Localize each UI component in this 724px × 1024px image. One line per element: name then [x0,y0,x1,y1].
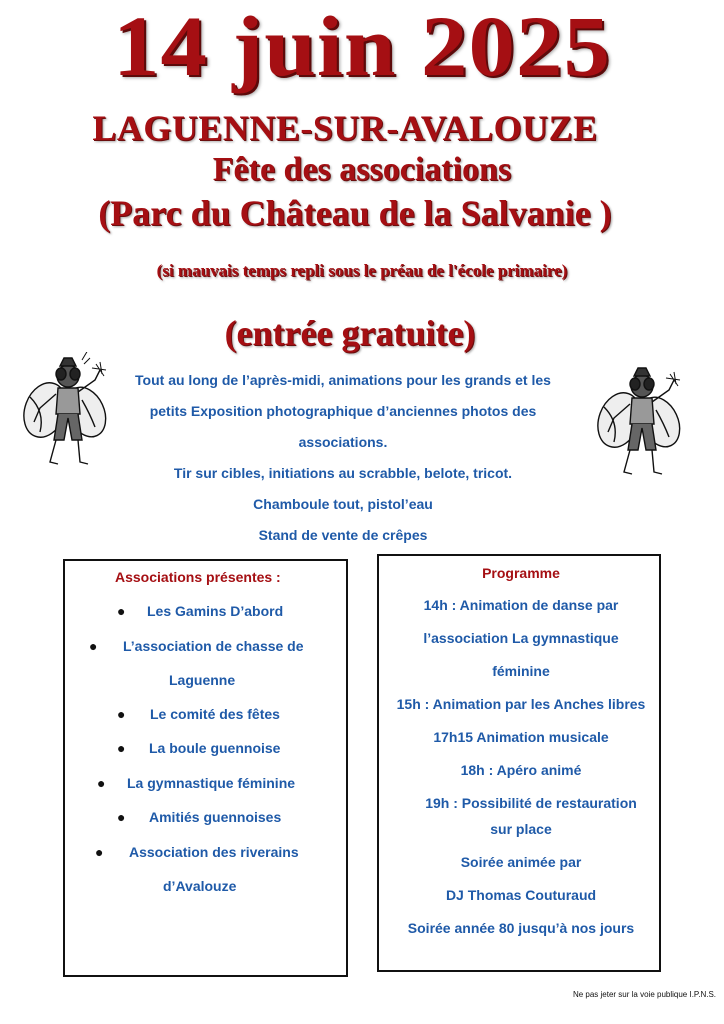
programme-line: 19h : Possibilité de restauration [425,795,637,811]
bullet-icon: ● [117,740,126,756]
programme-line: féminine [492,663,550,679]
bullet-icon: ● [117,603,126,619]
programme-line: Soirée animée par [460,854,582,870]
programme-line: sur place [490,821,552,837]
programme-line: DJ Thomas Couturaud [445,887,597,903]
associations-title: Associations présentes : [115,569,281,585]
list-item: La gymnastique féminine [127,775,296,791]
rain-note: (si mauvais temps repli sous le préau de l'école primaire) [156,261,568,280]
programme-line: l’association La gymnastique [423,630,619,646]
bullet-icon: ● [95,844,104,860]
bullet-icon: ● [117,809,126,825]
event-location: (Parc du Château de la Salvanie ) [98,193,612,233]
associations-box [63,559,348,977]
musketeer-fly-icon-right [594,362,684,492]
footer-note: Ne pas jeter sur la voie publique I.P.N.S. [572,990,716,999]
list-item: Le comité des fêtes [150,706,280,722]
programme-line: 15h : Animation par les Anches libres [396,696,646,712]
activities-line: Tout au long de l’après-midi, animations pour les grands et les [135,372,551,388]
bullet-icon: ● [89,638,98,654]
list-item: La boule guennoise [149,740,281,756]
activities-block [118,368,568,554]
musketeer-fly-icon-left [20,352,110,482]
programme-line: 18h : Apéro animé [460,762,582,778]
programme-title: Programme [482,565,560,581]
list-item: Laguenne [169,672,236,688]
list-item: Association des riverains [129,844,299,860]
town-name: LAGUENNE-SUR-AVALOUZE [92,108,598,148]
event-date: 14 juin 2025 [112,0,612,94]
event-title: Fête des associations [212,151,512,188]
activities-line: associations. [298,434,388,450]
bullet-icon: ● [97,775,106,791]
activities-line: Tir sur cibles, initiations au scrabble, belote, tricot. [173,465,513,481]
list-item: Les Gamins D’abord [147,603,284,619]
programme-line: Soirée année 80 jusqu’à nos jours [407,920,635,936]
bullet-icon: ● [117,706,126,722]
activities-line: Stand de vente de crêpes [258,527,428,543]
programme-line: 14h : Animation de danse par [423,597,619,613]
activities-line: petits Exposition photographique d’anciennes photos des [149,403,537,419]
programme-box [377,554,661,972]
list-item: Amitiés guennoises [149,809,282,825]
activities-line: Chamboule tout, pistol’eau [253,496,433,512]
programme-line: 17h15 Animation musicale [433,729,609,745]
list-item: d’Avalouze [163,878,237,894]
list-item: L’association de chasse de [123,638,304,654]
entry-note: (entrée gratuite) [224,313,476,353]
